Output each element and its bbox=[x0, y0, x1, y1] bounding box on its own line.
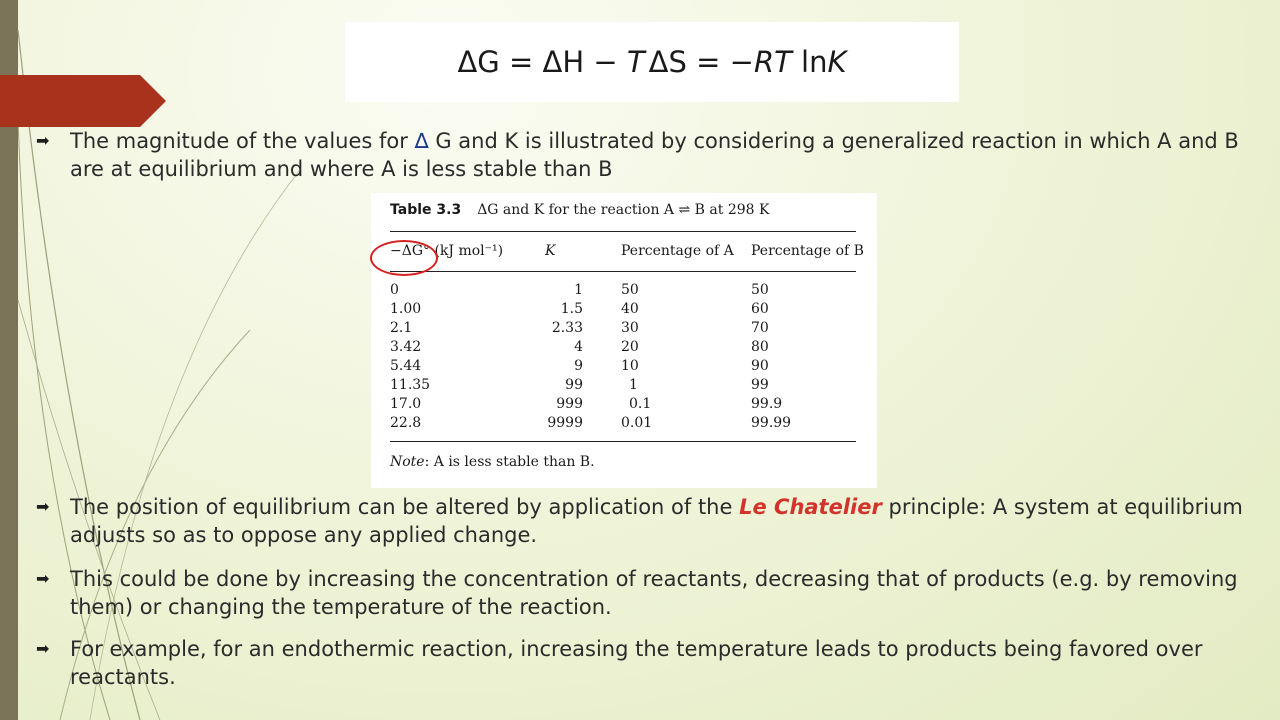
bullet-text bbox=[70, 493, 1266, 549]
arrow-bullet-icon: ➡ bbox=[36, 639, 50, 658]
cell: 99 bbox=[751, 377, 769, 393]
bullet-text-part: The magnitude of the values for bbox=[70, 129, 415, 153]
table-header-rule bbox=[390, 271, 856, 272]
table-row bbox=[371, 320, 877, 339]
cell: 11.35 bbox=[390, 377, 431, 393]
arrow-bullet-icon: ➡ bbox=[36, 497, 50, 516]
bullet-text bbox=[70, 127, 1266, 183]
table-caption bbox=[390, 202, 769, 218]
cell: 70 bbox=[751, 320, 769, 336]
note-label: Note bbox=[390, 454, 425, 470]
highlight-circle bbox=[370, 240, 438, 276]
le-chatelier-highlight: Le Chatelier bbox=[739, 495, 882, 519]
table-row bbox=[371, 301, 877, 320]
arrow-bullet-icon: ➡ bbox=[36, 131, 50, 150]
cell: 1 bbox=[574, 282, 583, 298]
cell: 99 bbox=[565, 377, 583, 393]
formula-t: T bbox=[626, 45, 645, 79]
cell: 0 bbox=[390, 282, 399, 298]
cell: 10 bbox=[621, 358, 639, 374]
table-row bbox=[371, 396, 877, 415]
formula-minus: − bbox=[584, 45, 627, 79]
table-row bbox=[371, 339, 877, 358]
table-label: Table 3.3 bbox=[390, 202, 462, 218]
cell: 1 bbox=[629, 377, 638, 393]
cell: 50 bbox=[621, 282, 639, 298]
cell: 30 bbox=[621, 320, 639, 336]
formula-eq2: = − bbox=[686, 45, 754, 79]
table-bottom-rule bbox=[390, 441, 856, 442]
cell: 2.33 bbox=[551, 320, 583, 336]
formula-ds: ΔS bbox=[648, 45, 687, 79]
bullet-text: For example, for an endothermic reaction, increasing the temperature leads to products being favored over reactants. bbox=[70, 637, 1203, 689]
bullet-endothermic bbox=[36, 635, 1266, 691]
cell: 9 bbox=[574, 358, 583, 374]
bullet-text-part: principle: A system at equilibrium adjusts so as to oppose any applied change. bbox=[70, 495, 1243, 547]
bullet-concentration bbox=[36, 565, 1266, 621]
formula-ln: ln bbox=[791, 45, 828, 79]
cell: 2.1 bbox=[390, 320, 413, 336]
bullet-text-part: The position of equilibrium can be altered by application of the bbox=[70, 495, 740, 519]
delta-symbol: ∆ bbox=[414, 129, 429, 153]
cell: 9999 bbox=[547, 415, 583, 431]
header-percent-b: Percentage of B bbox=[751, 243, 864, 259]
bullet-magnitude bbox=[36, 127, 1266, 183]
cell: 99.99 bbox=[751, 415, 792, 431]
header-percent-a: Percentage of A bbox=[621, 243, 734, 259]
formula-eq1: = bbox=[499, 45, 543, 79]
cell: 22.8 bbox=[390, 415, 422, 431]
cell: 99.9 bbox=[751, 396, 783, 412]
cell: 5.44 bbox=[390, 358, 422, 374]
cell: 0.1 bbox=[629, 396, 652, 412]
header-delta-g: −ΔG° (kJ mol⁻¹) bbox=[390, 243, 504, 259]
bullet-text-part: G and K is illustrated by considering a generalized reaction in which A and B are at equilibrium and where A is less stable than B bbox=[70, 129, 1239, 181]
cell: 0.01 bbox=[621, 415, 653, 431]
cell: 1.5 bbox=[560, 301, 583, 317]
table-row bbox=[371, 358, 877, 377]
formula-k: K bbox=[827, 45, 847, 79]
table-top-rule bbox=[390, 231, 856, 232]
cell: 50 bbox=[751, 282, 769, 298]
cell: 17.0 bbox=[390, 396, 422, 412]
formula-dh: ΔH bbox=[542, 45, 585, 79]
bullet-text: This could be done by increasing the concentration of reactants, decreasing that of products (e.g. by removing them) or changing the temperature of the reaction. bbox=[70, 567, 1238, 619]
cell: 4 bbox=[574, 339, 583, 355]
equilibrium-table bbox=[371, 193, 877, 488]
cell: 90 bbox=[751, 358, 769, 374]
table-note bbox=[390, 454, 595, 470]
note-text: : A is less stable than B. bbox=[424, 454, 595, 470]
title-tab-shape bbox=[0, 75, 166, 127]
cell: 1.00 bbox=[390, 301, 422, 317]
table-row bbox=[371, 415, 877, 434]
table-caption-text: ΔG and K for the reaction A ⇌ B at 298 K bbox=[477, 202, 770, 218]
cell: 60 bbox=[751, 301, 769, 317]
cell: 80 bbox=[751, 339, 769, 355]
formula-dg: ΔG bbox=[457, 45, 500, 79]
bullet-le-chatelier bbox=[36, 493, 1266, 549]
free-energy-equation bbox=[345, 22, 959, 102]
table-row bbox=[371, 282, 877, 301]
formula-rt: RT bbox=[753, 45, 792, 79]
cell: 3.42 bbox=[390, 339, 422, 355]
header-k: K bbox=[545, 243, 556, 259]
arrow-bullet-icon: ➡ bbox=[36, 569, 50, 588]
cell: 20 bbox=[621, 339, 639, 355]
table-row bbox=[371, 377, 877, 396]
cell: 40 bbox=[621, 301, 639, 317]
cell: 999 bbox=[556, 396, 583, 412]
